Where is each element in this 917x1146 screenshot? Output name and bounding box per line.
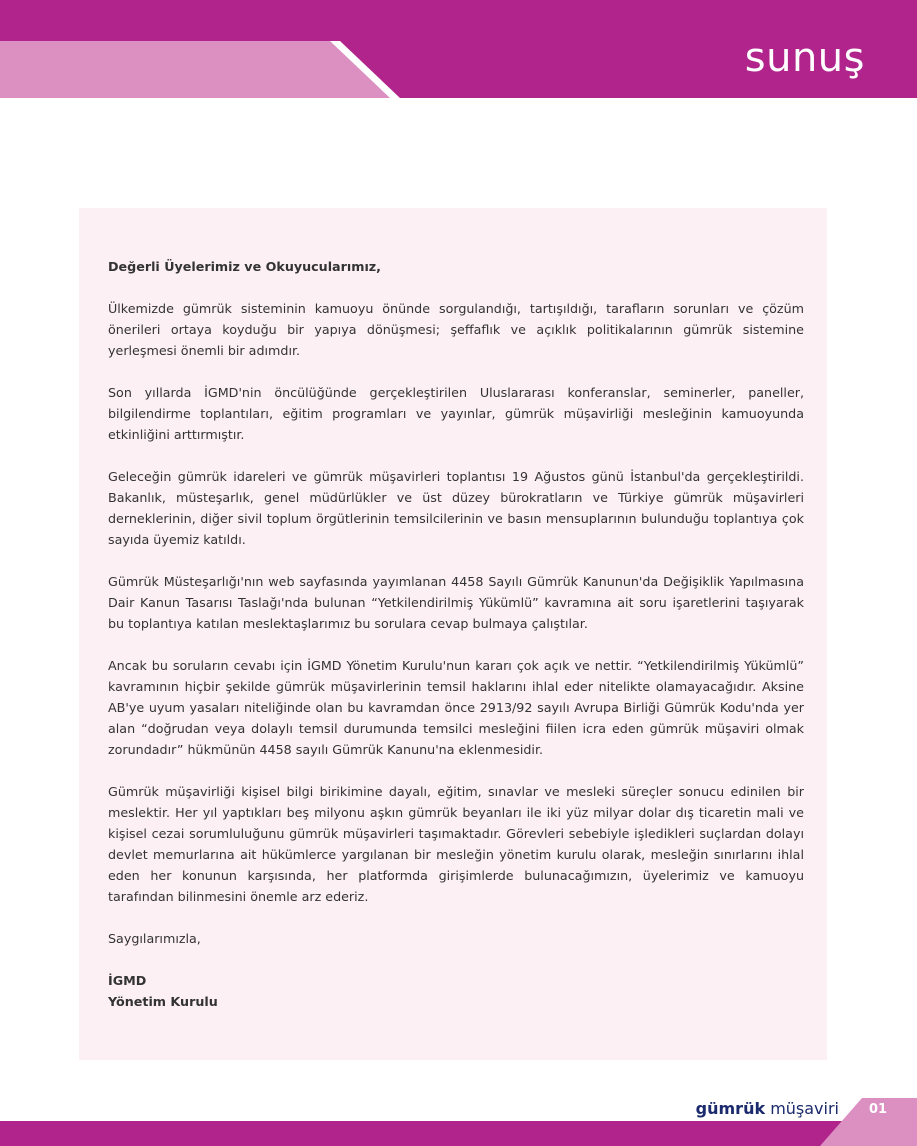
magazine-brand <box>696 1098 839 1120</box>
letter-closing: Saygılarımızla, <box>108 931 201 946</box>
brand-word-regular: müşaviri <box>770 1099 839 1118</box>
letter-paragraph-1: Ülkemizde gümrük sisteminin kamuoyu önünde sorgulandığı, tartışıldığı, tarafların sorunları ve çözüm önerileri ortaya koyduğu bir yapıya dönüşmesi; şeffaflık ve açıklık politikalarının gümrük sistemine yerleşmesi önemli bir adımdır. <box>108 301 804 358</box>
letter-paragraph-6: Gümrük müşavirliği kişisel bilgi birikimine dayalı, eğitim, sınavlar ve mesleki süreçler sonucu edinilen bir meslektir. Her yıl yaptıkları beş milyonu aşkın gümrük beyanları ile iki yüz milyar dolar dış ticaretin mali ve kişisel cezai sorumluluğunu gümrük müşavirleri taşımaktadır. Görevleri sebebiyle işledikleri suçlardan dolayı devlet memurlarına ait hükümlerce yargılanan bir mesleğin yönetim kurulu olarak, mesleğin sınırlarını ihlal eden her konunun karşısında, her platformda girişimlerde bulunacağımızın, üyelerimiz ve kamuoyu tarafından bilinmesini önemle arz ederiz. <box>108 784 804 904</box>
letter-paragraph-2: Son yıllarda İGMD'nin öncülüğünde gerçekleştirilen Uluslararası konferanslar, seminerler, paneller, bilgilendirme toplantıları, eğitim programları ve yayınlar, gümrük müşavirliği mesleğinin kamuoyunda etkinliğini arttırmıştır. <box>108 385 804 442</box>
letter-paragraph-4: Gümrük Müsteşarlığı'nın web sayfasında yayımlanan 4458 Sayılı Gümrük Kanunun'da Değişiklik Yapılmasına Dair Kanun Tasarısı Taslağı'nda bulunan “Yetkilendirilmiş Yükümlü” kavramına ait soru işaretlerini taşıyarak bu toplantıya katılan meslektaşlarımız bu sorulara cevap bulmaya çalıştılar. <box>108 574 804 631</box>
signature-board: Yönetim Kurulu <box>108 994 218 1009</box>
page-number: 01 <box>868 1102 888 1117</box>
signature-org: İGMD <box>108 973 147 988</box>
brand-word-bold: gümrük <box>695 1099 766 1118</box>
section-title: sunuş <box>744 35 865 81</box>
letter-greeting: Değerli Üyelerimiz ve Okuyucularımız, <box>108 259 381 274</box>
letter-paragraph-3: Geleceğin gümrük idareleri ve gümrük müşavirleri toplantısı 19 Ağustos günü İstanbul'da gerçekleştirildi. Bakanlık, müsteşarlık, genel müdürlükler ve üst düzey bürokratların ve Türkiye gümrük müşavirleri derneklerinin, diğer sivil toplum örgütlerinin temsilcilerinin ve basın mensuplarının bulunduğu toplantıya çok sayıda üyemiz katıldı. <box>108 469 804 547</box>
letter-paragraph-5: Ancak bu soruların cevabı için İGMD Yönetim Kurulu'nun kararı çok açık ve nettir. “Yetkilendirilmiş Yükümlü” kavramının hiçbir şekilde gümrük müşavirlerinin temsil haklarını ihlal eder nitelikte olamayacağıdır. Aksine AB'ye uyum yasaları niteliğinde olan bu kavramdan önce 2913/92 sayılı Avrupa Birliği Gümrük Kodu'nda yer alan “doğrudan veya dolaylı temsil durumunda temsilci mesleğini fiilen icra eden gümrük müşaviri olmak zorundadır” hükmünün 4458 sayılı Gümrük Kanunu'na eklenmesidir. <box>108 658 804 757</box>
letter-body <box>108 256 804 1012</box>
